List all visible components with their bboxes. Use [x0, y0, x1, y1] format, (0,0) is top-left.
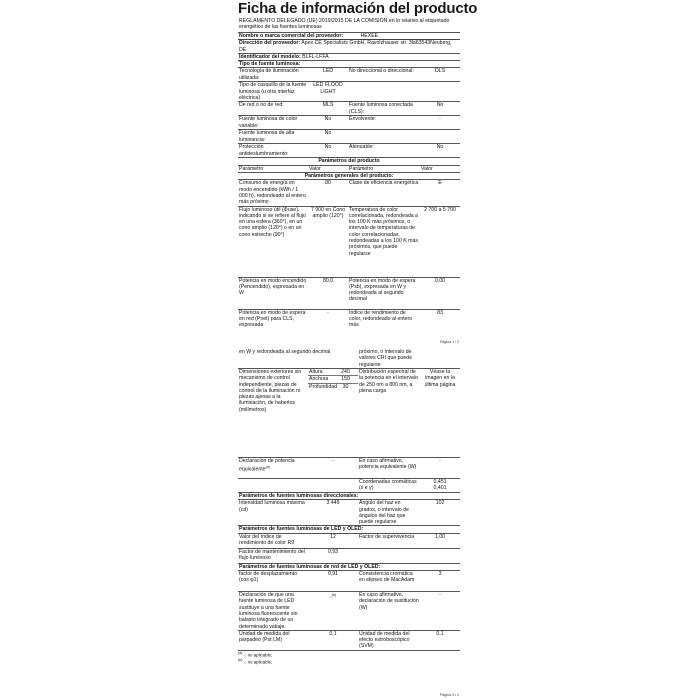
led-row: Factor de mantenimiento del flujo luminoso 0,93 — [238, 548, 460, 563]
led-row: Valor del índice de rendimiento de color R9 12 Factor de supervivencia 1,00 — [238, 533, 460, 548]
general-row: Potencia en modo encendido (Pencendido), expresada en W 80,0 Potencia en modo de espera (Psb), expresada en W y redondeada al segundo decimal 0,00 — [238, 277, 460, 309]
equivalent-power-label: Declaración de potencia equivalente$^{(a)}$ — [238, 458, 308, 479]
product-sheet-page-1 — [238, 18, 460, 329]
chromaticity-x: 0,451 — [433, 479, 447, 485]
dimensions-table: Altura 240 Anchura 150 Profundidad 30 — [308, 369, 358, 390]
mains-row: factor de desplazamiento (cos φ1) 0,91 Consistencia cromática en elipses de MacAdam 3 — [238, 571, 460, 592]
mains-title: Parámetros de fuentes luminosas de red de LED y OLED: — [238, 563, 460, 570]
model-row — [238, 53, 460, 60]
type-row: Fuente luminosa de alta luminancia: No — [238, 130, 460, 144]
led-title: Parámetros de fuentes luminosas de LED y OLED: — [238, 526, 460, 533]
mains-row: Unidad de medida del parpadeo (Pst LM) 0,1 Unidad de medida del efecto estroboscópico (SVM) 0,1 — [238, 630, 460, 650]
footnote: $^{(b)}$ -: no aplicable; — [238, 658, 273, 665]
supplier-address-row — [238, 40, 460, 54]
param-header-row: Parámetro Valor Parámetro Valor — [238, 165, 460, 172]
type-row: Protección antideslumbramiento: No Atenuable: No — [238, 144, 460, 158]
supplier-address-label: Dirección del proveedor: — [239, 40, 301, 47]
general-row: Potencia en modo de espera en red (Pnet) para CLS, expresada - Índice de rendimiento de color, redondeado al entero más 83 — [239, 309, 443, 329]
directional-title: Parámetros de fuentes luminosas direccionales: — [238, 493, 460, 500]
supplier-address-value: Apex CE Specialists GmbH, Ravolzhauser str. 3la63543Neuberg, DE — [239, 40, 452, 53]
model-label: Identificador del modelo: — [239, 53, 301, 60]
general-row: Flujo luminoso útil (Φuse), indicando si se refiere al flujo en una esfera (360°), en un cono amplio (120°) o en un cono estrecho (90°) 7 900 en Cono amplio (120°) Temperatura de color correlacionada, redondeada a los 100 K más próximos, o intervalo de temperaturas de color correlacionadas, redondeadas a los 100 K más próximos, que puede regularse 2 700 a 5 700 — [238, 206, 460, 277]
type-row: Fuente luminosa de color variable: No Envolvente: - — [238, 116, 460, 130]
chromaticity-y: 0,401 — [433, 485, 447, 492]
general-row: Consumo de energía en modo encendido (kWh / 1 000 h), redondeado al entero más próximo 80 Clase de eficiencia energética E — [238, 180, 460, 206]
type-section-title: Tipo de fuente luminosa: — [238, 61, 460, 68]
footnote: $^{(a)}$ -: no aplicable; — [238, 651, 273, 658]
supplier-name-row — [238, 33, 460, 40]
page-number-2: Página 2 / 2 — [440, 693, 460, 697]
general-title: Parámetros generales del producto: — [238, 173, 460, 180]
general-row-continued: en W y redondeada al segundo decimal próximo, o intervalo de valores CRI que puede regularse — [238, 349, 460, 369]
page-number-1: Página 1 / 2 — [440, 340, 460, 344]
page-title: Ficha de información del producto — [238, 0, 478, 17]
equivalent-power-row: Declaración de potencia equivalente$^{(a)}$ - En caso afirmativo, potencia equivalente (W) - — [238, 458, 460, 479]
dimensions-row: Dimensiones exteriores sin mecanismo de control independiente, piezas de control de la iluminación ni piezas ajenas a la iluminación, de haberlos (milímetros) Altura 240 Anchura 150 Profundidad 30 Distribución espectral de la potencia en el intervalo de 250 nm a 800 nm, a plena carga Véase la imagen en la última página — [238, 369, 460, 458]
supplier-name-value: HEXEE — [360, 33, 379, 39]
type-row: Tecnología de iluminación utilizada: LED No direccional o direccional: DLS — [238, 68, 460, 82]
product-sheet-page-2 — [238, 349, 460, 651]
type-row: De red o no de red: MLS Fuente luminosa conectada (CLS): No — [238, 102, 460, 116]
mains-row: Declaración de que una fuente luminosa de LED sustituye a una fuente luminosa fluorescente sin balasto integrado de un determinado vatiaje. -$^{(b)}$ En caso afirmativo, declaración de sustitución (W) - — [238, 592, 460, 631]
regulation-text: REGLAMENTO DELEGADO (UE) 2019/2015 DE LA COMISIÓN en lo relativo al etiquetado energético de las fuentes luminosas — [238, 18, 460, 33]
type-row: Tipo de casquillo de la fuente luminosa (u otra interfaz eléctrica) LED FLOOD LIGHT — [238, 82, 460, 102]
params-title: Parámetros del producto — [238, 158, 460, 165]
chromaticity-row: Coordenadas cromáticas (x e y) 0,451 0,401 — [238, 479, 460, 493]
supplier-name-label: Nombre o marca comercial del proveedor: — [239, 33, 344, 39]
directional-row: Intensidad luminosa máxima (cd) 3 449 Ángulo del haz en grados, o intervalo de ángulos del haz que puede regularse 102 — [238, 500, 460, 526]
model-value: BLFL-LFFA — [302, 53, 329, 60]
